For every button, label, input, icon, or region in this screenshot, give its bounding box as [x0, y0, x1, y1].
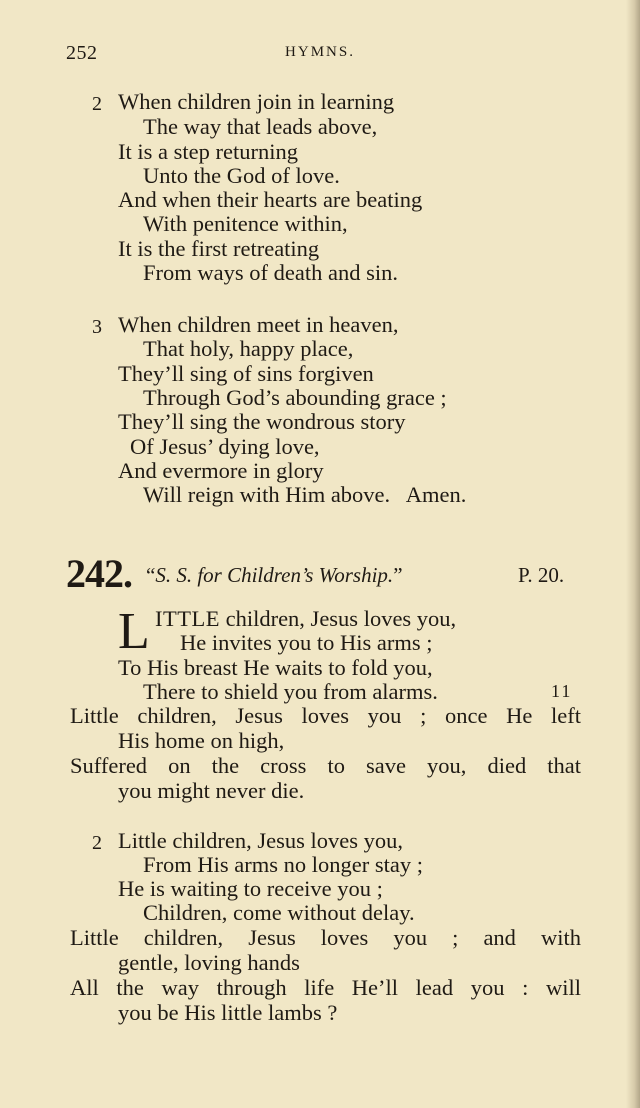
verse-line: There to shield you from alarms. [143, 679, 438, 704]
verse-line: It is the first retreating [118, 236, 320, 261]
verse-line: When children meet in heaven, [118, 312, 399, 337]
refrain-line: Little children, Jesus loves you ; and with [70, 925, 581, 950]
first-line-rest: children, Jesus loves you, [219, 606, 457, 631]
verse-line: Children, come without delay. [143, 900, 415, 925]
verse-number: 2 [92, 832, 102, 854]
hymn-tune-title [146, 563, 403, 588]
verse-line: From His arms no longer stay ; [143, 852, 423, 877]
verse-line: He is waiting to receive you ; [118, 876, 383, 901]
verse-number: 2 [92, 93, 102, 115]
verse-line: And evermore in glory [118, 458, 324, 483]
tune-open-quote: “ [146, 563, 156, 587]
refrain-line: All the way through life He’ll lead you : will [70, 975, 581, 1000]
verse-line: When children join in learning [118, 89, 395, 114]
tune-close-quote: ” [393, 563, 403, 587]
verse-line: It is a step returning [118, 139, 298, 164]
verse-line: Of Jesus’ dying love, [130, 434, 320, 459]
refrain-line: you might never die. [118, 778, 305, 803]
drop-cap: L [118, 603, 150, 660]
verse-line: With penitence within, [143, 211, 348, 236]
verse-first-line [155, 608, 456, 631]
verse-line: Little children, Jesus loves you, [118, 828, 403, 853]
verse-line: Will reign with Him above. Amen. [143, 482, 467, 507]
verse-line: To His breast He waits to fold you, [118, 655, 433, 680]
refrain-line: His home on high, [118, 728, 285, 753]
first-word-smallcaps: ITTLE [155, 606, 220, 631]
verse-line: That holy, happy place, [143, 336, 354, 361]
running-title: HYMNS. [285, 44, 355, 60]
page-mark: 11 [551, 681, 573, 701]
verse-line: And when their hearts are beating [118, 187, 423, 212]
refrain-line: you be His little lambs ? [118, 1000, 338, 1025]
verse-line: Through God’s abounding grace ; [143, 385, 447, 410]
verse-line: He invites you to His arms ; [180, 630, 433, 655]
verse-line: The way that leads above, [143, 114, 378, 139]
tune-name: S. S. for Children’s Worship. [155, 563, 394, 587]
verse-line: Unto the God of love. [143, 163, 340, 188]
page-binding-shadow [626, 0, 640, 1108]
verse-line: From ways of death and sin. [143, 260, 398, 285]
verse-number: 3 [92, 316, 102, 338]
page-number: 252 [66, 42, 98, 64]
hymn-meter: P. 20. [518, 563, 565, 587]
refrain-line: Suffered on the cross to save you, died that [70, 753, 581, 778]
verse-line: They’ll sing the wondrous story [118, 409, 406, 434]
refrain-line: gentle, loving hands [118, 950, 300, 975]
refrain-line: Little children, Jesus loves you ; once He left [70, 703, 581, 728]
hymn-number: 242. [66, 551, 132, 596]
verse-line: They’ll sing of sins forgiven [118, 361, 374, 386]
